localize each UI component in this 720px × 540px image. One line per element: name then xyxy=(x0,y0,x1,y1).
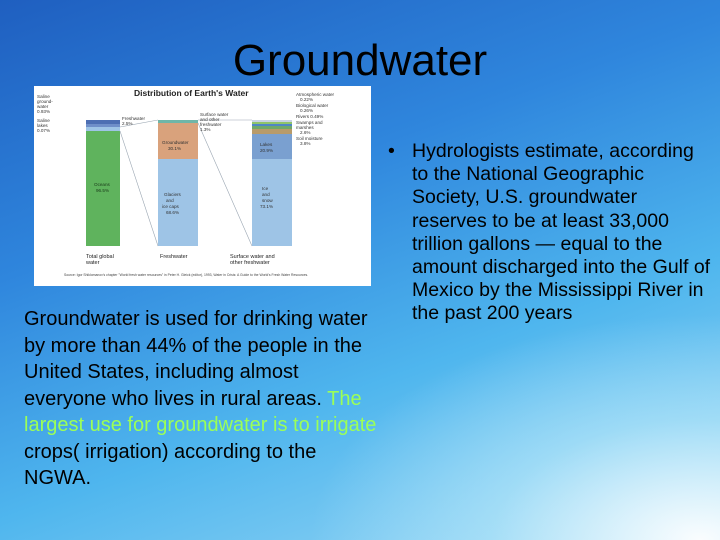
bullet-text: Hydrologists estimate, according to the National Geographic Society, U.S. groundwater reserves to be at least 33,000 trillion gallons — equal to the amount discharged into the Gulf of Mexico by the Mississippi River in the past 200 years xyxy=(412,140,711,325)
svg-text:96.5%: 96.5% xyxy=(96,188,110,193)
svg-text:0.93%: 0.93% xyxy=(37,109,51,114)
bullet-dot-icon: • xyxy=(388,140,395,162)
water-distribution-svg xyxy=(34,86,371,286)
column-surface-water xyxy=(252,120,292,246)
svg-text:2.5%: 2.5% xyxy=(122,121,133,126)
svg-text:0.26%: 0.26% xyxy=(300,108,314,113)
col-title-total: Total global xyxy=(86,254,114,260)
svg-text:30.1%: 30.1% xyxy=(168,146,182,151)
svg-text:1.3%: 1.3% xyxy=(200,127,211,132)
svg-text:other freshwater: other freshwater xyxy=(230,260,270,266)
figure-title: Distribution of Earth's Water xyxy=(134,88,249,98)
label-ice-snow: Ice xyxy=(262,186,269,191)
label-glaciers: Glaciers xyxy=(164,192,181,197)
svg-text:20.9%: 20.9% xyxy=(260,148,274,153)
left-paragraph-highlight: The largest use for groundwater is to irrigate xyxy=(24,387,377,436)
svg-text:water: water xyxy=(86,260,100,266)
svg-text:lakes: lakes xyxy=(37,123,48,128)
bar-soil-moisture xyxy=(252,129,292,134)
svg-text:and other: and other xyxy=(200,117,220,122)
bar-biological-water xyxy=(252,122,292,124)
svg-text:ice caps: ice caps xyxy=(162,204,179,209)
svg-text:3.8%: 3.8% xyxy=(300,141,311,146)
bar-rivers xyxy=(252,124,292,126)
svg-text:ground-: ground- xyxy=(37,99,53,104)
svg-text:2.6%: 2.6% xyxy=(300,130,311,135)
water-distribution-figure xyxy=(34,86,371,286)
svg-text:water: water xyxy=(37,104,49,109)
bar-saline-lakes xyxy=(86,120,120,124)
svg-text:and: and xyxy=(262,192,270,197)
left-paragraph-tail: crops( irrigation) according to the NGWA. xyxy=(24,440,317,489)
col-title-surface: Surface water and xyxy=(230,254,275,260)
label-lakes: Lakes xyxy=(260,142,273,147)
column-freshwater xyxy=(158,120,198,246)
svg-text:freshwater: freshwater xyxy=(200,122,222,127)
label-saline-lakes: Saline xyxy=(37,118,50,123)
label-oceans: Oceans xyxy=(94,182,110,187)
bar-glaciers-ice-caps xyxy=(158,159,198,246)
bar-surface-freshwater xyxy=(158,120,198,123)
col-title-freshwater: Freshwater xyxy=(160,254,188,260)
figure-source: Source: Igor Shiklomanov's chapter "World fresh water resources" in Peter H. Gleick (editor), 1993, Water in Crisis: A Guide to the World's Fresh Water Resources. xyxy=(64,273,309,277)
label-atmospheric: Atmospheric water xyxy=(296,92,335,97)
left-paragraph-plain: Groundwater is used for drinking water by more than 44% of the people in the United States, including almost everyone who lives in rural areas. xyxy=(24,308,368,410)
svg-text:73.1%: 73.1% xyxy=(260,204,274,209)
bullet-list xyxy=(384,140,714,326)
svg-text:marshes: marshes xyxy=(296,125,314,130)
svg-text:68.6%: 68.6% xyxy=(166,210,180,215)
label-rivers: Rivers 0.49% xyxy=(296,114,324,119)
bullet-item xyxy=(384,140,714,326)
svg-text:0.22%: 0.22% xyxy=(300,97,314,102)
slide-title: Groundwater xyxy=(232,36,488,85)
svg-text:0.07%: 0.07% xyxy=(37,128,51,133)
label-surface-freshwater: Surface water xyxy=(200,112,229,117)
svg-text:snow: snow xyxy=(262,198,273,203)
bar-freshwater xyxy=(86,127,120,131)
label-swamps: Swamps and xyxy=(296,120,323,125)
svg-text:and: and xyxy=(166,198,174,203)
label-groundwater: Groundwater xyxy=(162,140,189,145)
label-saline-groundwater: Saline xyxy=(37,94,50,99)
bar-saline-groundwater xyxy=(86,124,120,127)
label-freshwater-total: Freshwater xyxy=(122,116,145,121)
bar-swamps-marshes xyxy=(252,126,292,129)
left-paragraph xyxy=(24,306,384,492)
bar-atmospheric-water xyxy=(252,120,292,122)
label-biological: Biological water xyxy=(296,103,329,108)
label-soil-moisture: Soil moisture xyxy=(296,136,323,141)
